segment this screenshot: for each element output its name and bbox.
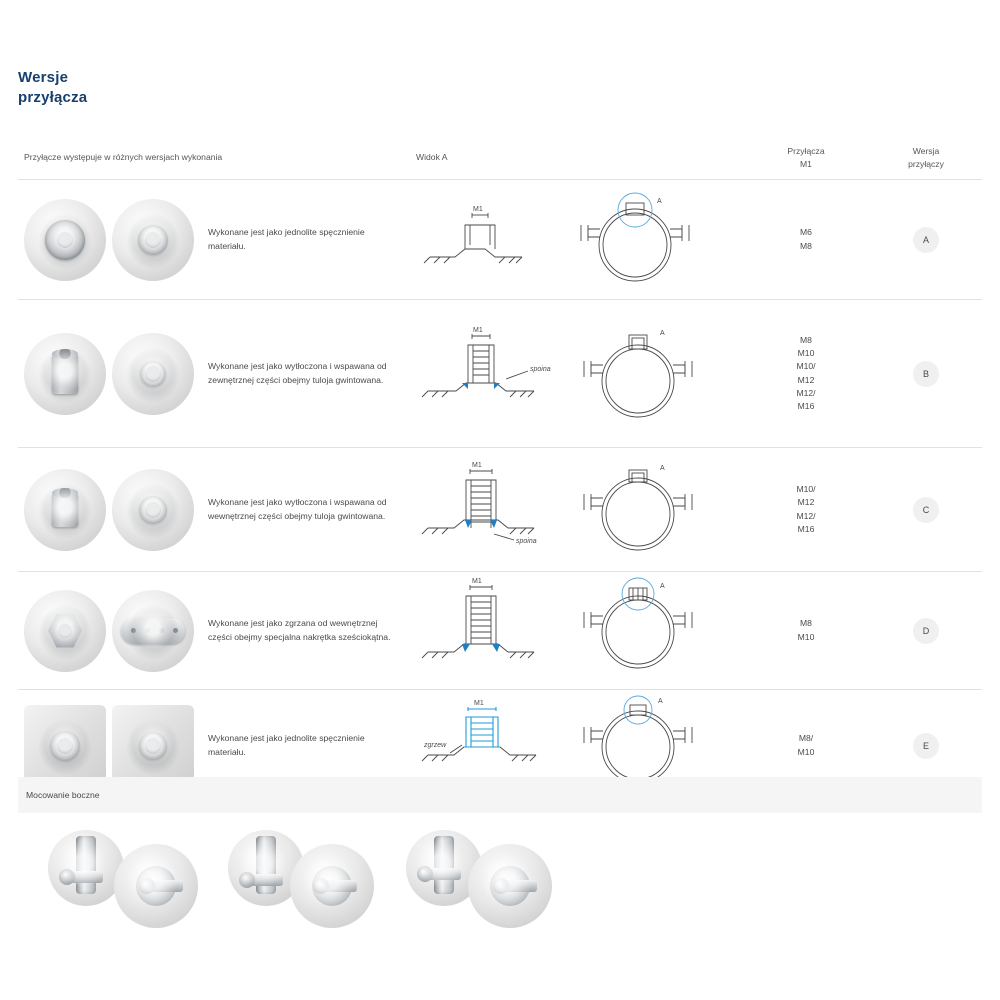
row-c-m1-cell [742, 448, 870, 571]
row-c-note-label: spoina [516, 537, 537, 545]
table-row [18, 180, 982, 300]
product-photo [112, 705, 194, 787]
page-title [18, 68, 87, 109]
product-photo [112, 469, 194, 551]
m1-value: M16 [797, 523, 815, 534]
row-d-description: Wykonane jest jako zgrzana od wewnętrznej części obejmy specjalna nakrętka sześciokątna. [208, 618, 391, 642]
m1-value: M12 [797, 497, 815, 508]
row-b-drawing-cell [410, 300, 742, 447]
product-photo [112, 590, 194, 672]
product-photo [112, 333, 194, 415]
m1-value: M10 [797, 746, 815, 757]
row-c-photos [24, 464, 196, 556]
row-e-m1-label: M1 [474, 699, 484, 707]
row-c-description: Wykonane jest jako wytłoczona i wspawana od wewnętrznej części obejmy tuloja gwintowana. [208, 497, 387, 521]
table-row [18, 448, 982, 572]
side-mount-label: Mocowanie boczne [26, 790, 100, 800]
row-b-m1-values [796, 334, 815, 414]
row-b-drawing [410, 309, 742, 439]
table-header-row [18, 136, 982, 180]
row-c-wersja-cell [870, 448, 982, 571]
row-c-description-cell [18, 448, 410, 571]
row-a-description: Wykonane jest jako jednolite spęcznienie materiału. [208, 227, 365, 251]
wersja-badge: B [913, 361, 939, 387]
m1-value: M8 [800, 240, 812, 251]
row-a-drawing [410, 185, 742, 295]
page-title-line1: Wersje [18, 69, 69, 86]
row-d-m1-values [798, 617, 815, 644]
wersja-badge: D [913, 618, 939, 644]
row-a-photos [24, 194, 196, 286]
header-description-label: Przyłącze występuje w różnych wersjach wykonania [24, 152, 223, 163]
side-mount-photos [18, 822, 982, 932]
row-d-a-label: A [660, 582, 665, 590]
m1-value: M8/ [798, 733, 814, 744]
row-b-a-label: A [660, 329, 665, 337]
m1-value: M8 [800, 334, 812, 345]
row-d-description-cell [18, 572, 410, 689]
page-title-line2: przyłącza [18, 89, 88, 107]
header-wersja-line2: przyłączy [908, 158, 944, 169]
m1-value: M10/ [796, 361, 816, 372]
product-photo [24, 590, 106, 672]
header-cell-m1 [742, 136, 870, 179]
row-d-m1-cell [742, 572, 870, 689]
row-b-m1-cell [742, 300, 870, 447]
row-a-m1-label: M1 [473, 205, 483, 213]
row-d-drawing [410, 576, 742, 686]
versions-table [18, 136, 982, 802]
row-a-a-label: A [657, 197, 662, 205]
table-row [18, 572, 982, 690]
row-a-wersja-cell [870, 180, 982, 299]
row-a-m1-values [800, 226, 812, 253]
header-cell-widok [410, 136, 742, 179]
header-m1-line1: Przyłącza [787, 146, 825, 157]
product-photo [24, 469, 106, 551]
m1-value: M12/ [796, 510, 816, 521]
row-d-photos [24, 585, 196, 677]
header-m1-label [742, 145, 870, 170]
row-a-drawing-cell [410, 180, 742, 299]
side-mount-photo [468, 844, 552, 928]
row-c-drawing [410, 450, 742, 570]
row-a-description-cell [18, 180, 410, 299]
m1-value: M6 [800, 227, 812, 238]
row-c-drawing-cell [410, 448, 742, 571]
row-b-wersja-cell [870, 300, 982, 447]
header-cell-description [18, 136, 410, 179]
row-b-description-cell [18, 300, 410, 447]
row-c-m1-label: M1 [472, 461, 482, 469]
m1-value: M8 [800, 618, 812, 629]
header-wersja-label [870, 145, 982, 170]
header-m1-line2: M1 [800, 158, 812, 169]
row-c-m1-values [796, 483, 815, 536]
row-d-drawing-cell [410, 572, 742, 689]
m1-value: M12 [797, 374, 815, 385]
header-widok-label: Widok A [416, 152, 448, 163]
row-e-note-label: zgrzew [424, 741, 447, 749]
row-b-photos [24, 328, 196, 420]
m1-value: M16 [797, 401, 815, 412]
m1-value: M10 [797, 631, 815, 642]
row-b-m1-label: M1 [473, 326, 483, 334]
m1-value: M10/ [796, 483, 816, 494]
m1-value: M10 [797, 347, 815, 358]
side-mount-photo [114, 844, 198, 928]
wersja-badge: E [913, 733, 939, 759]
row-a-m1-cell [742, 180, 870, 299]
side-mount-photo [290, 844, 374, 928]
header-wersja-line1: Wersja [912, 146, 940, 157]
row-d-wersja-cell [870, 572, 982, 689]
side-mount-section-header [18, 777, 982, 813]
product-photo [24, 199, 106, 281]
wersja-badge: A [913, 227, 939, 253]
wersja-badge: C [913, 497, 939, 523]
table-row [18, 300, 982, 448]
m1-value: M12/ [796, 387, 816, 398]
product-photo [24, 333, 106, 415]
product-photo [24, 705, 106, 787]
row-b-note-label: spoina [530, 365, 551, 373]
side-mount-photo [48, 830, 124, 906]
row-c-a-label: A [660, 464, 665, 472]
row-b-description: Wykonane jest jako wytłoczona i wspawana od zewnętrznej części obejmy tuloja gwintowana. [208, 361, 387, 385]
row-e-a-label: A [658, 697, 663, 705]
header-cell-wersja [870, 136, 982, 179]
row-e-m1-values [798, 732, 815, 759]
product-photo [112, 199, 194, 281]
row-e-description: Wykonane jest jako jednolite spęcznienie materiału. [208, 733, 365, 757]
row-d-m1-label: M1 [472, 577, 482, 585]
